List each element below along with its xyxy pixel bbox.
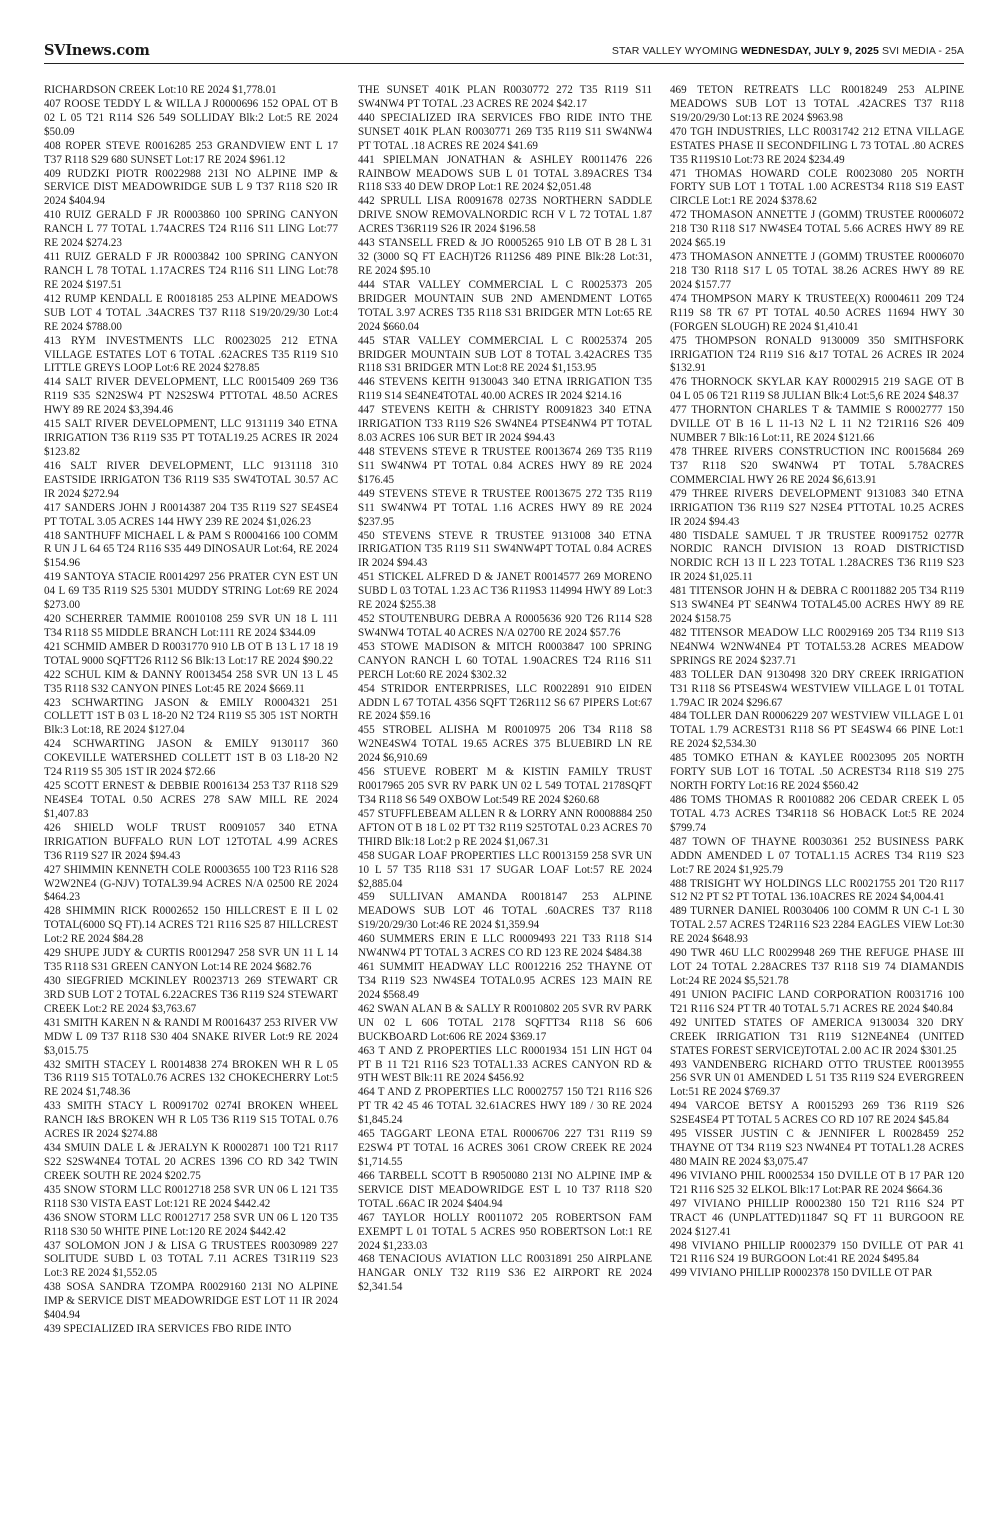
tax-listing-entry: 462 SWAN ALAN B & SALLY R R0010802 205 SVR RV PARK UN 02 L 606 TOTAL 2178 SQFTT34 R118 S6 606 BUCKBOARD Lot:606 RE 2024 $369.17 [358,1002,652,1043]
tax-listing-entry: 445 STAR VALLEY COMMERCIAL L C R0025374 205 BRIDGER MOUNTAIN SUB LOT 8 TOTAL 3.42ACRES T35 R118 S31 BRIDGER MTN Lot:8 RE 2024 $1,153.95 [358,334,652,375]
tax-listing-entry: 453 STOWE MADISON & MITCH R0003847 100 SPRING CANYON RANCH L 60 TOTAL 1.90ACRES T24 R116 S11 PERCH Lot:60 RE 2024 $302.32 [358,640,652,681]
tax-listing-entry: 431 SMITH KAREN N & RANDI M R0016437 253 RIVER VW MDW L 09 T37 R118 S30 404 SNAKE RIVER Lot:9 RE 2024 $3,015.75 [44,1016,338,1057]
tax-listing-entry: 439 SPECIALIZED IRA SERVICES FBO RIDE INTO [44,1323,292,1336]
tax-listing-entry: 425 SCOTT ERNEST & DEBBIE R0016134 253 T37 R118 S29 NE4SE4 TOTAL 0.50 ACRES 278 SAW MILL RE 2024 $1,407.83 [44,780,338,820]
folio-date: WEDNESDAY, JULY 9, 2025 [741,45,879,57]
tax-listing-entry: 483 TOLLER DAN 9130498 320 DRY CREEK IRRIGATION T31 R118 S6 PTSE4SW4 WESTVIEW VILLAGE L 01 TOTAL 1.79AC IR 2024 $296.67 [670,668,964,709]
tax-listing-entry: 473 THOMASON ANNETTE J (GOMM) TRUSTEE R0006070 218 T30 R118 S17 L 05 TOTAL 38.26 ACRES HWY 89 RE 2024 $157.77 [670,251,964,291]
tax-listing-entry: 497 VIVIANO PHILLIP R0002380 150 T21 R116 S24 PT TRACT 46 (UNPLATTED)11847 SQ FT 11 BURGOON RE 2024 $127.41 [670,1197,964,1238]
tax-listing-entry: 468 TENACIOUS AVIATION LLC R0031891 250 AIRPLANE HANGAR ONLY T32 R119 S36 E2 AIRPORT RE 2024 $2,341.54 [358,1253,652,1294]
tax-listing-entry: 490 TWR 46U LLC R0029948 269 THE REFUGE PHASE III LOT 24 TOTAL 2.28ACRES T37 R118 S19 74 DIAMANDIS Lot:24 RE 2024 $5,521.78 [670,947,964,987]
folio-page: SVI MEDIA - 25A [878,45,964,57]
tax-listing-entry: 455 STROBEL ALISHA M R0010975 206 T34 R118 S8 W2NE4SW4 TOTAL 19.65 ACRES 375 BLUEBIRD LN RE 2024 $6,910.69 [358,724,652,765]
tax-listing-entry: 412 RUMP KENDALL E R0018185 253 ALPINE MEADOWS SUB LOT 4 TOTAL .34ACRES T37 R118 S19/20/29/30 Lot:4 RE 2024 $788.00 [44,292,338,333]
tax-listing-entry: 443 STANSELL FRED & JO R0005265 910 LB OT B 28 L 31 32 (3000 SQ FT EACH)T26 R112S6 489 PINE Blk:28 Lot:31, RE 2024 $95.10 [358,237,652,277]
tax-listing-entry: 485 TOMKO ETHAN & KAYLEE R0023095 205 NORTH FORTY SUB LOT 16 TOTAL .50 ACREST34 R118 S19 275 NORTH FORTY Lot:16 RE 2024 $560.42 [670,752,964,793]
tax-listing-entry: 461 SUMMIT HEADWAY LLC R0012216 252 THAYNE OT T34 R119 S23 NW4SE4 TOTAL0.95 ACRES 123 MAIN RE 2024 $568.49 [358,961,652,1001]
text-column-1 [44,84,338,1524]
tax-listing-entry: 437 SOLOMON JON J & LISA G TRUSTEES R0030989 227 SOLITUDE SUBD L 03 TOTAL 7.11 ACRES T31R119 S23 Lot:3 RE 2024 $1,552.05 [44,1239,338,1280]
tax-listing-entry: 447 STEVENS KEITH & CHRISTY R0091823 340 ETNA IRRIGATION T33 R119 S26 SW4NE4 PTSE4NW4 PT TOTAL 8.03 ACRES 106 SUR BET IR 2024 $94.43 [358,404,652,445]
tax-listing-entry: 407 ROOSE TEDDY L & WILLA J R0000696 152 OPAL OT B 02 L 05 T21 R114 S26 549 SOLLIDAY Blk:2 Lot:5 RE 2024 $50.09 [44,97,338,138]
tax-listing-entry: 457 STUFFLEBEAM ALLEN R & LORRY ANN R0008884 250 AFTON OT B 18 L 02 PT T32 R119 S25TOTAL 0.23 ACRES 70 THIRD Blk:18 Lot:2 p RE 2024 $1,067.31 [358,807,652,848]
masthead [44,36,964,62]
tax-listing-entry: 495 VISSER JUSTIN C & JENNIFER L R0028459 252 THAYNE OT T34 R119 S23 NW4NE4 PT TOTAL1.28 ACRES 480 MAIN RE 2024 $3,075.47 [670,1128,964,1168]
tax-listing-entry: 477 THORNTON CHARLES T & TAMMIE S R0002777 150 DVILLE OT B 16 L 11-13 N2 L 11 N2 T21R116 S26 409 NUMBER 7 Blk:16 Lot:11, RE 2024 $121.66 [670,404,964,445]
tax-listing-entry: 478 THREE RIVERS CONSTRUCTION INC R0015684 269 T37 R118 S20 SW4NW4 PT TOTAL 5.78ACRES COMMERCIAL HWY 26 RE 2024 $6,613.91 [670,445,964,486]
tax-listing-entry: 484 TOLLER DAN R0006229 207 WESTVIEW VILLAGE L 01 TOTAL 1.79 ACREST31 R118 S6 PT SE4SW4 66 PINE Lot:1 RE 2024 $2,534.30 [670,710,964,751]
tax-listing-entry: 454 STRIDOR ENTERPRISES, LLC R0022891 910 EIDEN ADDN L 67 TOTAL 4356 SQFT T26R112 S6 67 PIPERS Lot:67 RE 2024 $59.16 [358,682,652,723]
tax-listing-entry: RICHARDSON CREEK Lot:10 RE 2024 $1,778.01 [44,84,277,96]
tax-listing-entry: 475 THOMPSON RONALD 9130009 350 SMITHSFORK IRRIGATION T24 R119 S16 &17 TOTAL 26 ACRES IR 2024 $132.91 [670,334,964,375]
tax-listing-entry: 487 TOWN OF THAYNE R0030361 252 BUSINESS PARK ADDN AMENDED L 07 TOTAL1.15 ACRES T34 R119 S23 Lot:7 RE 2024 $1,925.79 [670,835,964,876]
tax-listing-entry: 448 STEVENS STEVE R TRUSTEE R0013674 269 T35 R119 S11 SW4NW4 PT TOTAL 0.84 ACRES HWY 89 RE 2024 $176.45 [358,445,652,486]
tax-listing-entry: 492 UNITED STATES OF AMERICA 9130034 320 DRY CREEK IRRIGATION T31 R119 S12NE4NE4 (UNITED STATES FOREST SERVICE)TOTAL 2.00 AC IR 2024 $301.25 [670,1016,964,1057]
tax-listing-entry: 466 TARBELL SCOTT B R9050080 213I NO ALPINE IMP & SERVICE DIST MEADOWRIDGE EST L 10 T37 R118 S20 TOTAL .66AC IR 2024 $404.94 [358,1169,652,1210]
tax-listing-entry: 472 THOMASON ANNETTE J (GOMM) TRUSTEE R0006072 218 T30 R118 S17 NW4SE4 TOTAL 5.66 ACRES HWY 89 RE 2024 $65.19 [670,209,964,250]
tax-listing-entry: 456 STUEVE ROBERT M & KISTIN FAMILY TRUST R0017965 205 SVR RV PARK UN 02 L 549 TOTAL 2178SQFT T34 R118 S6 549 OXBOW Lot:549 RE 2024 $260.68 [358,766,652,807]
tax-listing-entry: 491 UNION PACIFIC LAND CORPORATION R0031716 100 T21 R116 S24 PT TR 40 TOTAL 5.71 ACRES RE 2024 $40.84 [670,988,964,1015]
tax-listing-entry: 467 TAYLOR HOLLY R0011072 205 ROBERTSON FAM EXEMPT L 01 TOTAL 5 ACRES 950 ROBERTSON Lot:1 RE 2024 $1,233.03 [358,1211,652,1252]
tax-listing-entry: 424 SCHWARTING JASON & EMILY 9130117 360 COKEVILLE WATERSHED COLLETT 1ST B 03 L18-20 N2 T24 R119 S5 305 1ST IR 2024 $72.66 [44,738,338,779]
newspaper-page [44,0,964,1536]
tax-listing-entry: 426 SHIELD WOLF TRUST R0091057 340 ETNA IRRIGATION BUFFALO RUN LOT 12TOTAL 4.99 ACRES T36 R119 S27 IR 2024 $94.43 [44,821,338,862]
tax-listing-entry: 415 SALT RIVER DEVELOPMENT, LLC 9131119 340 ETNA IRRIGATION T36 R119 S35 PT TOTAL19.25 ACRES IR 2024 $123.82 [44,418,338,458]
tax-listing-entry: 489 TURNER DANIEL R0030406 100 COMM R UN C-1 L 30 TOTAL 2.57 ACRES T24R116 S23 2284 EAGLES VIEW Lot:30 RE 2024 $648.93 [670,905,964,946]
tax-listing-entry: 421 SCHMID AMBER D R0031770 910 LB OT B 13 L 17 18 19 TOTAL 9000 SQFTT26 R112 S6 Blk:13 Lot:17 RE 2024 $90.22 [44,640,338,667]
tax-listing-entry: 422 SCHUL KIM & DANNY R0013454 258 SVR UN 13 L 45 T35 R118 S32 CANYON PINES Lot:45 RE 2024 $669.11 [44,668,338,695]
tax-listing-entry: 417 SANDERS JOHN J R0014387 204 T35 R119 S27 SE4SE4 PT TOTAL 3.05 ACRES 144 HWY 239 RE 2024 $1,026.23 [44,501,338,528]
site-name[interactable]: SVInews.com [44,42,150,59]
tax-listing-entry: 434 SMUIN DALE L & JERALYN K R0002871 100 T21 R117 S22 S2SW4NE4 TOTAL 20 ACRES 1396 CO RD 342 TWIN CREEK SOUTH RE 2024 $202.75 [44,1142,338,1182]
tax-listing-entry: 479 THREE RIVERS DEVELOPMENT 9131083 340 ETNA IRRIGATION T36 R119 S27 N2SE4 PTTOTAL 10.25 ACRES IR 2024 $94.43 [670,487,964,528]
tax-listing-entry: 482 TITENSOR MEADOW LLC R0029169 205 T34 R119 S13 NE4NW4 W2NW4NE4 PT TOTAL53.28 ACRES MEADOW SPRINGS RE 2024 $237.71 [670,626,964,667]
tax-listing-entry: 486 TOMS THOMAS R R0010882 206 CEDAR CREEK L 05 TOTAL 4.73 ACRES T34R118 S6 HOBACK Lot:5 RE 2024 $799.74 [670,794,964,834]
text-column-3 [670,84,964,1524]
tax-listing-entry: 440 SPECIALIZED IRA SERVICES FBO RIDE INTO THE SUNSET 401K PLAN R0030771 269 T35 R119 S11 SW4NW4 PT TOTAL .18 ACRES RE 2024 $41.69 [358,111,652,152]
header-rule [44,63,964,64]
tax-listing-entry: 423 SCHWARTING JASON & EMILY R0004321 251 COLLETT 1ST B 03 L 18-20 N2 T24 R119 S5 305 1ST NORTH Blk:3 Lot:18, RE 2024 $127.04 [44,696,338,737]
tax-listing-entry: 408 ROPER STEVE R0016285 253 GRANDVIEW ENT L 17 T37 R118 S29 680 SUNSET Lot:17 RE 2024 $961.12 [44,139,338,166]
tax-listing-entry: 488 TRISIGHT WY HOLDINGS LLC R0021755 201 T20 R117 S12 N2 PT S2 PT TOTAL 136.10ACRES RE 2024 $4,004.41 [670,877,964,904]
tax-listing-entry: 413 RYM INVESTMENTS LLC R0023025 212 ETNA VILLAGE ESTATES LOT 6 TOTAL .62ACRES T35 R119 S10 LITTLE GREYS LOOP Lot:6 RE 2024 $278.85 [44,334,338,375]
tax-listing-entry: 444 STAR VALLEY COMMERCIAL L C R0025373 205 BRIDGER MOUNTAIN SUB 2ND AMENDMENT LOT65 TOTAL 3.97 ACRES T35 R118 S31 BRIDGER MTN Lot:65 RE 2024 $660.04 [358,278,652,333]
tax-listing-entry: 446 STEVENS KEITH 9130043 340 ETNA IRRIGATION T35 R119 S14 SE4NE4TOTAL 40.00 ACRES IR 2024 $214.16 [358,376,652,403]
tax-listing-entry: 458 SUGAR LOAF PROPERTIES LLC R0013159 258 SVR UN 10 L 57 T35 R118 S31 17 SUGAR LOAF Lot:57 RE 2024 $2,885.04 [358,849,652,890]
tax-listing-entry: 460 SUMMERS ERIN E LLC R0009493 221 T33 R118 S14 NW4NW4 PT TOTAL 3 ACRES CO RD 123 RE 2024 $484.38 [358,933,652,960]
page-folio [612,45,964,57]
tax-listing-entry: 452 STOUTENBURG DEBRA A R0005636 920 T26 R114 S28 SW4NW4 TOTAL 40 ACRES N/A 02700 RE 2024 $57.76 [358,613,652,639]
tax-listing-entry: 451 STICKEL ALFRED D & JANET R0014577 269 MORENO SUBD L 03 TOTAL 1.23 AC T36 R119S3 114994 HWY 89 Lot:3 RE 2024 $255.38 [358,571,652,612]
tax-listing-entry: 470 TGH INDUSTRIES, LLC R0031742 212 ETNA VILLAGE ESTATES PHASE II SECONDFILING L 73 TOTAL .80 ACRES T35 R119S10 Lot:73 RE 2024 $234.49 [670,125,964,166]
tax-listing-entry: 420 SCHERRER TAMMIE R0010108 259 SVR UN 18 L 111 T34 R118 S5 MIDDLE BRANCH Lot:111 RE 2024 $344.09 [44,613,338,639]
tax-listing-entry: 499 VIVIANO PHILLIP R0002378 150 DVILLE OT PAR [670,1267,933,1280]
tax-listing-entry: 432 SMITH STACEY L R0014838 274 BROKEN WH R L 05 T36 R119 S15 TOTAL0.76 ACRES 132 CHOKECHERRY Lot:5 RE 2024 $1,748.36 [44,1058,338,1099]
tax-listing-entry: 476 THORNOCK SKYLAR KAY R0002915 219 SAGE OT B 04 L 05 06 T21 R119 S8 JULIAN Blk:4 Lot:5,6 RE 2024 $48.37 [670,376,964,403]
tax-listing-entry: 498 VIVIANO PHILLIP R0002379 150 DVILLE OT PAR 41 T21 R116 S24 19 BURGOON Lot:41 RE 2024 $495.84 [670,1239,964,1266]
tax-listing-entry: 493 VANDENBERG RICHARD OTTO TRUSTEE R0013955 256 SVR UN 01 AMENDED L 51 T35 R119 S24 EVERGREEN Lot:51 RE 2024 $769.37 [670,1058,964,1099]
tax-listing-entry: 496 VIVIANO PHIL R0002534 150 DVILLE OT B 17 PAR 120 T21 R116 S25 32 ELKOL Blk:17 Lot:PAR RE 2024 $664.36 [670,1169,964,1196]
tax-listing-entry: 465 TAGGART LEONA ETAL R0006706 227 T31 R119 S9 E2SW4 PT TOTAL 16 ACRES 3061 CROW CREEK RE 2024 $1,714.55 [358,1128,652,1168]
tax-listing-entry: THE SUNSET 401K PLAN R0030772 272 T35 R119 S11 SW4NW4 PT TOTAL .23 ACRES RE 2024 $42.17 [358,84,652,110]
tax-listing-entry: 416 SALT RIVER DEVELOPMENT, LLC 9131118 310 EASTSIDE IRRIGATON T36 R119 S35 SW4TOTAL 30.57 AC IR 2024 $272.94 [44,459,338,500]
tax-listing-entry: 438 SOSA SANDRA TZOMPA R0029160 213I NO ALPINE IMP & SERVICE DIST MEADOWRIDGE EST LOT 11 IR 2024 $404.94 [44,1281,338,1322]
tax-listing-entry: 441 SPIELMAN JONATHAN & ASHLEY R0011476 226 RAINBOW MEADOWS SUB L 01 TOTAL 3.89ACRES T34 R118 S33 40 DEW DROP Lot:1 RE 2024 $2,051.48 [358,153,652,194]
tax-listing-entry: 459 SULLIVAN AMANDA R0018147 253 ALPINE MEADOWS SUB LOT 46 TOTAL .60ACRES T37 R118 S19/20/29/30 Lot:46 RE 2024 $1,359.94 [358,891,652,932]
tax-listing-entry: 435 SNOW STORM LLC R0012718 258 SVR UN 06 L 121 T35 R118 S30 VISTA EAST Lot:121 RE 2024 $442.42 [44,1183,338,1210]
tax-listing-entry: 414 SALT RIVER DEVELOPMENT, LLC R0015409 269 T36 R119 S35 S2N2SW4 PT N2S2SW4 PTTOTAL 48.50 ACRES HWY 89 RE 2024 $3,394.46 [44,376,338,417]
tax-listing-entry: 449 STEVENS STEVE R TRUSTEE R0013675 272 T35 R119 S11 SW4NW4 PT TOTAL 1.16 ACRES HWY 89 RE 2024 $237.95 [358,487,652,528]
tax-listing-entry: 480 TISDALE SAMUEL T JR TRUSTEE R0091752 0277R NORDIC RANCH DIVISION 13 ROAD DISTRICTISD NORDIC RCH 13 II L 223 TOTAL 1.28ACRES T36 R119 S23 IR 2024 $1,025.11 [670,529,964,584]
text-column-2 [358,84,652,1524]
tax-listing-entry: 442 SPRULL LISA R0091678 0273S NORTHERN SADDLE DRIVE SNOW REMOVALNORDIC RCH V L 72 TOTAL 1.87 ACRES T36R119 S26 IR 2024 $196.58 [358,195,652,236]
tax-listing-entry: 464 T AND Z PROPERTIES LLC R0002757 150 T21 R116 S26 PT TR 42 45 46 TOTAL 32.61ACRES HWY 189 / 30 RE 2024 $1,845.24 [358,1086,652,1127]
tax-listing-entry: 469 TETON RETREATS LLC R0018249 253 ALPINE MEADOWS SUB LOT 13 TOTAL .42ACRES T37 R118 S19/20/29/30 Lot:13 RE 2024 $963.98 [670,84,964,124]
tax-listing-entry: 418 SANTHUFF MICHAEL L & PAM S R0004166 100 COMM R UN J L 64 65 T24 R116 S35 449 DINOSAUR Lot:64, RE 2024 $154.96 [44,529,338,570]
tax-listing-entry: 433 SMITH STACY L R0091702 0274I BROKEN WHEEL RANCH I&S BROKEN WH R L05 T36 R119 S15 TOTAL 0.76 ACRES IR 2024 $274.88 [44,1100,338,1141]
tax-listing-entry: 411 RUIZ GERALD F JR R0003842 100 SPRING CANYON RANCH L 78 TOTAL 1.17ACRES T24 R116 S11 LING Lot:78 RE 2024 $197.51 [44,251,338,291]
tax-listing-entry: 428 SHIMMIN RICK R0002652 150 HILLCREST E II L 02 TOTAL(6000 SQ FT).14 ACRES T21 R116 S25 87 HILLCREST Lot:2 RE 2024 $84.28 [44,905,338,946]
tax-listing-entry: 474 THOMPSON MARY K TRUSTEE(X) R0004611 209 T24 R119 S8 TR 67 PT TOTAL 40.50 ACRES 11694 HWY 30 (FORGEN SLOUGH) RE 2024 $1,410.41 [670,292,964,333]
tax-listing-entry: 430 SIEGFRIED MCKINLEY R0023713 269 STEWART CR 3RD SUB LOT 2 TOTAL 6.22ACRES T36 R119 S24 STEWART CREEK Lot:2 RE 2024 $3,763.67 [44,975,338,1015]
tax-listing-entry: 494 VARCOE BETSY A R0015293 269 T36 R119 S26 S2SE4SE4 PT TOTAL 5 ACRES CO RD 107 RE 2024 $45.84 [670,1100,964,1127]
tax-listing-entry: 419 SANTOYA STACIE R0014297 256 PRATER CYN EST UN 04 L 69 T35 R119 S25 5301 MUDDY STRING Lot:69 RE 2024 $273.00 [44,571,338,612]
tax-listing-entry: 481 TITENSOR JOHN H & DEBRA C R0011882 205 T34 R119 S13 SW4NE4 PT SE4NW4 TOTAL45.00 ACRES HWY 89 RE 2024 $158.75 [670,585,964,626]
tax-listing-entry: 409 RUDZKI PIOTR R0022988 213I NO ALPINE IMP & SERVICE DIST MEADOWRIDGE SUB L 9 T37 R118 S20 IR 2024 $404.94 [44,167,338,208]
tax-listing-entry: 463 T AND Z PROPERTIES LLC R0001934 151 LIN HGT 04 PT B 11 T21 R116 S23 TOTAL1.33 ACRES CANYON RD & 9TH WEST Blk:11 RE 2024 $456.92 [358,1044,652,1085]
tax-listing-entry: 427 SHIMMIN KENNETH COLE R0003655 100 T23 R116 S28 W2W2NE4 (G-NJV) TOTAL39.94 ACRES N/A 02500 RE 2024 $464.23 [44,863,338,904]
folio-publication: STAR VALLEY WYOMING [611,45,742,57]
tax-listing-entry: 471 THOMAS HOWARD COLE R0023080 205 NORTH FORTY SUB LOT 1 TOTAL 1.00 ACREST34 R118 S19 EAST CIRCLE Lot:1 RE 2024 $378.62 [670,167,964,208]
legal-notice-body [44,84,964,1524]
tax-listing-entry: 436 SNOW STORM LLC R0012717 258 SVR UN 06 L 120 T35 R118 S30 50 WHITE PINE Lot:120 RE 2024 $442.42 [44,1211,338,1238]
tax-listing-entry: 429 SHUPE JUDY & CURTIS R0012947 258 SVR UN 11 L 14 T35 R118 S31 GREEN CANYON Lot:14 RE 2024 $682.76 [44,947,338,974]
tax-listing-entry: 410 RUIZ GERALD F JR R0003860 100 SPRING CANYON RANCH L 77 TOTAL 1.74ACRES T24 R116 S11 LING Lot:77 RE 2024 $274.23 [44,209,338,250]
tax-listing-entry: 450 STEVENS STEVE R TRUSTEE 9131008 340 ETNA IRRIGATION T35 R119 S11 SW4NW4PT TOTAL 0.84 ACRES IR 2024 $94.43 [358,529,652,570]
